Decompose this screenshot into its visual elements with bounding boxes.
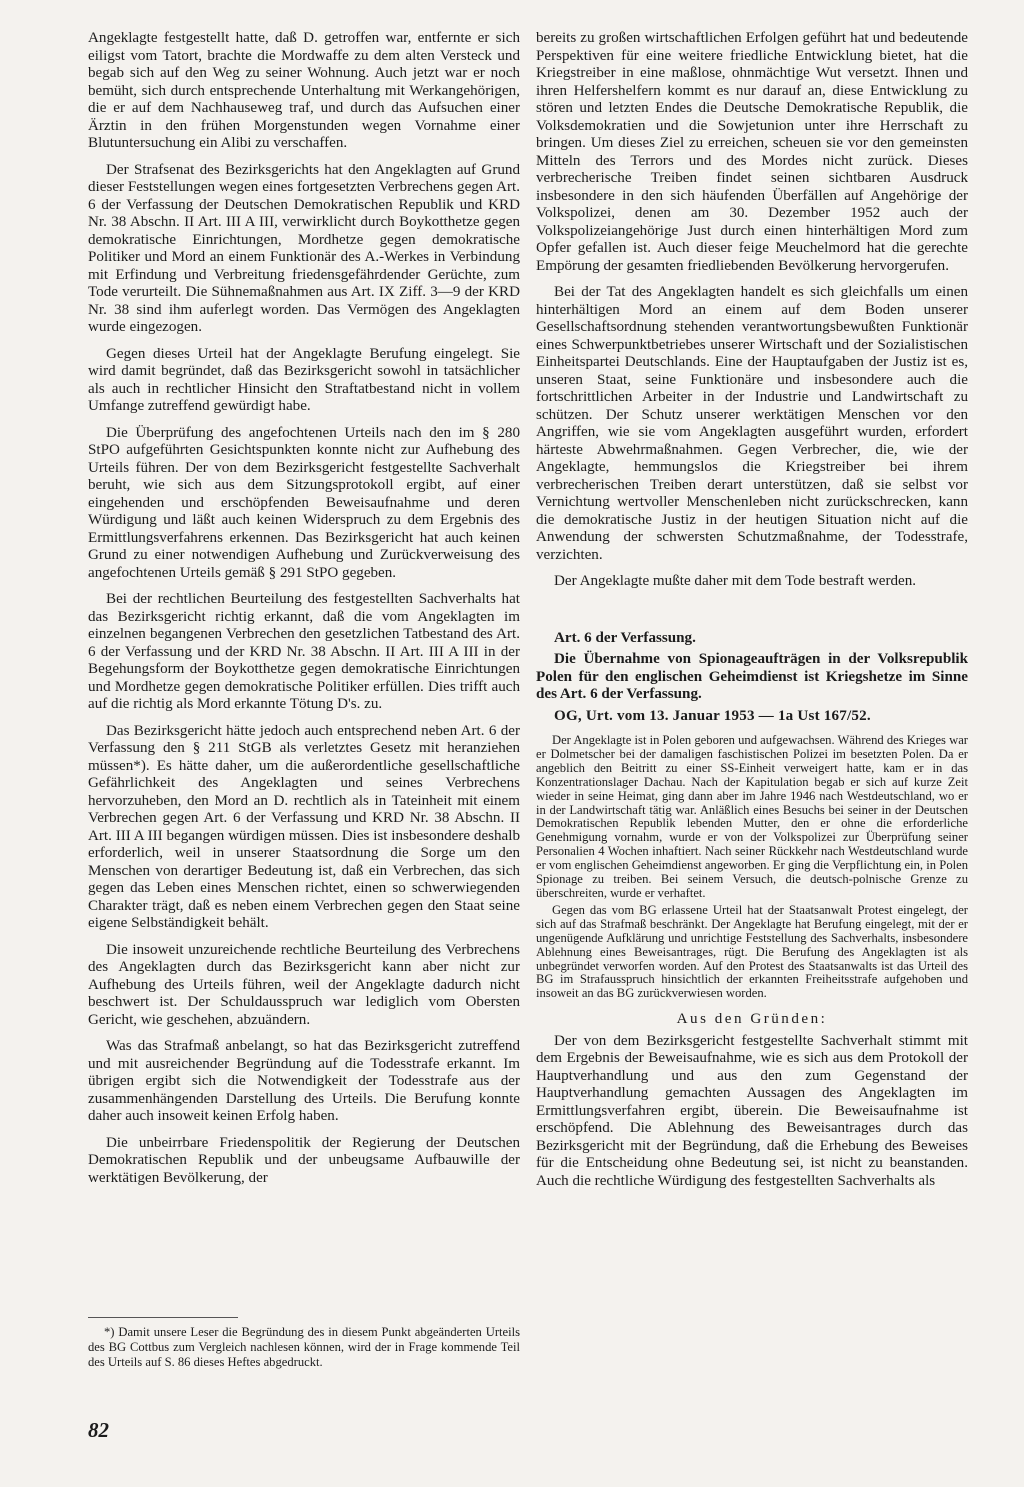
body-paragraph: Die unbeirrbare Friedenspolitik der Regierung der Deutschen Demokratischen Republik und der unbeugsame Aufbauwille der werktätigen Bevölkerung, der [88,1134,520,1186]
body-paragraph: Der Strafsenat des Bezirksgerichts hat den Angeklagten auf Grund dieser Feststellungen wegen eines fortgesetzten Verbrechens gegen Art. 6 der Verfassung der Deutschen Demokratischen Republik und KRD Nr. 38 Abschn. II Art. III A III, verwirklicht durch Boykotthetze gegen demokratische Einrichtungen, Mordhetze gegen demokratische Politiker und Mord an einem Funktionär des A.-Werkes in Verbindung mit Erfindung und Verbreitung friedensgefährdender Gerüchte, zum Tode verurteilt. Die Sühnemaßnahmen aus Art. IX Ziff. 3—9 der KRD Nr. 38 sind ihm auferlegt worden. Das Vermögen des Angeklagten wurde eingezogen. [88,161,520,335]
case-heading: Art. 6 der Verfassung. [554,629,696,646]
footnote-divider [88,1317,238,1318]
case-reference: OG, Urt. vom 13. Januar 1953 — 1a Ust 167/52. [554,707,871,724]
body-paragraph: Die insoweit unzureichende rechtliche Beurteilung des Verbrechens des Angeklagten durch das Bezirksgericht kann aber nicht zur Aufhebung des Urteils führen, weil der Angeklagte dadurch nicht beschwert ist. Der Schuldausspruch war lediglich vom Obersten Gericht, wie geschehen, abzuändern. [88,941,520,1028]
summary-paragraph: Gegen das vom BG erlassene Urteil hat der Staatsanwalt Protest eingelegt, der sich auf das Strafmaß beschränkt. Der Angeklagte hat Berufung eingelegt, mit der er ungenügende Aufklärung und unrichtige Feststellung des Sachverhalts, insbesondere Ablehnung eines Beweisantrages, rügt. Die Berufung des Angeklagten ist als unbegründet verworfen worden. Auf den Protest des Staatsanwalts ist das Urteil des BG im Strafausspruch hinsichtlich der erkannten Freiheitsstrafe aufgehoben und insoweit an das BG zurückverwiesen worden. [536,902,968,1001]
body-paragraph: bereits zu großen wirtschaftlichen Erfolgen geführt hat und bedeutende Perspektiven für eine weitere friedliche Entwicklung bietet, hat die Kriegstreiber in eine maßlose, ohnmächtige Wut versetzt. Ihnen und ihren Helfershelfern kommt es nur darauf an, diese Entwicklung zu stören und letzten Endes die Deutsche Demokratische Republik, die Volksdemokratien und die Sowjetunion unter ihre Herrschaft zu bringen. Um dieses Ziel zu erreichen, scheuen sie vor den gemeinsten Mitteln des Terrors und des Mordes nicht zurück. Dieses verbrecherische Treiben findet seinen sichtbaren Ausdruck insbesondere in den sich häufenden Überfällen auf Angehörige der Volkspolizei, denen am 30. Dezember 1952 auch der Volkspolizeiangehörige Just durch einen hinterhältigen Mord zum Opfer gefallen ist. Auch dieser feige Meuchelmord hat die gerechte Empörung der gesamten friedliebenden Bevölkerung hervorgerufen. [536,30,968,274]
grounds-heading: Aus den Gründen: [676,1011,828,1028]
body-paragraph: Der Angeklagte mußte daher mit dem Tode bestraft werden. [554,573,917,589]
left-column [88,30,520,1196]
body-paragraph: Angeklagte festgestellt hatte, daß D. getroffen war, entfernte er sich eiligst vom Tatort, brachte die Mordwaffe zu dem alten Versteck und begab sich auf den Weg zu seiner Wohnung. Auch jetzt war er noch bemüht, sich durch entsprechende Unterhaltung mit Werkangehörigen, die er auf dem Nachhauseweg traf, und durch das Aufsuchen einer Ärztin in den frühen Morgenstunden wegen Vornahme einer Blutuntersuchung ein Alibi zu verschaffen. [88,30,520,151]
body-paragraph: Bei der Tat des Angeklagten handelt es sich gleichfalls um einen hinterhältigen Mord an einem auf dem Boden unserer Gesellschaftsordnung stehenden verantwortungsbewußten Funktionär eines Schwerpunktbetriebes unserer Wirtschaft und der Sozialistischen Einheitspartei Deutschlands. Eine der Hauptaufgaben der Justiz ist es, unseren Staat, seine Funktionäre und insbesondere auch die fortschrittlichen Arbeiter in der Industrie und Landwirtschaft zu schützen. Der Schutz unserer werktätigen Menschen vor den Angriffen, wie sie vom Angeklagten ausgeführt wurden, erfordert härteste Abwehrmaßnahmen. Gegen Verbrecher, die, wie der Angeklagte, hemmungslos die Kriegstreiber bei ihrem verbrecherischen Treiben derart unterstützen, daß sie selbst vor Vernichtung wertvoller Menschenleben nicht zurückschrecken, kann die demokratische Justiz in der heutigen Situation nicht auf die Anwendung der schwersten Schutzmaßnahme, der Todesstrafe, verzichten. [536,284,968,563]
summary-paragraph: Der Angeklagte ist in Polen geboren und aufgewachsen. Während des Krieges war er Dolmetscher bei der damaligen faschistischen Polizei im besetzten Polen. Da er angeblich den Beitritt zu einer SS-Einheit verweigert hatte, kam er in das Konzentrationslager Dachau. Nach der Kapitulation begab er sich auf kurze Zeit wieder in seine Heimat, ging dann aber im Jahre 1946 nach Westdeutschland, wo er in der Landwirtschaft tätig war. Anläßlich eines Besuchs bei seiner in der Deutschen Demokratischen Republik lebenden Mutter, den er ohne die erforderliche Genehmigung vornahm, wurde er von der Volkspolizei zur Überprüfung seiner Personalien 4 Wochen inhaftiert. Nach seiner Rückkehr nach Westdeutschland wurde er vom englischen Geheimdienst angeworben. Er ging die Verpflichtung ein, in Polen Spionage zu treiben. Bei seinem Versuch, die deutsch-polnische Grenze zu überschreiten, wurde er verhaftet. [536,733,968,900]
body-paragraph: Der von dem Bezirksgericht festgestellte Sachverhalt stimmt mit dem Ergebnis der Beweisaufnahme, wie es sich aus dem Protokoll der Hauptverhandlung und aus den zum Gegenstand der Hauptverhandlung gemachten Aussagen des Angeklagten im Ermittlungsverfahren ergibt, überein. Die Beweisaufnahme ist erschöpfend. Die Ablehnung des Beweisantrages durch das Bezirksgericht mit der Begründung, daß die Erhebung des Beweises für die Entscheidung ohne Bedeutung sei, ist nicht zu beanstanden. Auch die rechtliche Würdigung des festgestellten Sachverhalts als [536,1032,968,1189]
case-lead: Die Übernahme von Spionageaufträgen in der Volksrepublik Polen für den englischen Geheimdienst ist Kriegshetze im Sinne des Art. 6 der Verfassung. [536,651,968,702]
body-paragraph: Bei der rechtlichen Beurteilung des festgestellten Sachverhalts hat das Bezirksgericht richtig erkannt, daß die vom Angeklagten im einzelnen begangenen Verbrechen den gesetzlichen Tatbestand des Art. 6 der Verfassung und der KRD Nr. 38 Abschn. II Art. III A III in der Begehungsform der Boykotthetze gegen demokratische Einrichtungen und Mordhetze gegen demokratische Politiker erfüllen. Dies trifft auch auf die richtig als Mord erkannte Tötung D's. zu. [88,591,520,712]
right-column [536,30,968,1199]
page-number: 82 [88,1418,109,1442]
body-paragraph: Das Bezirksgericht hätte jedoch auch entsprechend neben Art. 6 der Verfassung den § 211 StGB als verletztes Gesetz mit heranziehen müssen*). Es hätte daher, um die außerordentliche gesellschaftliche Gefährlichkeit des Angeklagten und seines Verbrechens hervorzuheben, den Mord an D. rechtlich als in Tateinheit mit einem Verbrechen gegen Art. 6 der Verfassung und KRD Nr. 38 Abschn. II Art. III A III begangen würdigen müssen. Dies ist insbesondere deshalb erforderlich, weil in unserer Staatsordnung die Sorge um den Menschen von derartiger Bedeutung ist, daß ein Verbrechen, das sich gegen das Leben eines Menschen richtet, einen so schwerwiegenden Charakter trägt, daß es neben einem Verbrechen gegen den Staat seine eigene Selbständigkeit behält. [88,722,520,931]
section-spacer [536,600,968,630]
body-paragraph: Gegen dieses Urteil hat der Angeklagte Berufung eingelegt. Sie wird damit begründet, daß das Bezirksgericht sowohl in tatsächlicher als auch in rechtlicher Hinsicht den Straftatbestand nicht in vollem Umfange zutreffend gewürdigt habe. [88,345,520,414]
body-paragraph: Die Überprüfung des angefochtenen Urteils nach den im § 280 StPO aufgeführten Gesichtspunkten konnte nicht zur Aufhebung des Urteils führen. Der von dem Bezirksgericht festgestellte Sachverhalt beruht, wie sich aus dem Sitzungsprotokoll ergibt, auf einer eingehenden und erschöpfenden Beweisaufnahme und deren Würdigung und läßt auch keinen Widerspruch zu dem Ergebnis des Ermittlungsverfahrens erkennen. Das Bezirksgericht hat auch keinen Grund zu einer notwendigen Aufhebung und Zurückverweisung des angefochtenen Urteils gemäß § 291 StPO gegeben. [88,424,520,581]
case-summary [536,734,968,1001]
footnote: *) Damit unsere Leser die Begründung des in diesem Punkt abgeänderten Urteils des BG Cottbus zum Vergleich nachlesen können, wird der in Frage kommende Teil des Urteils auf S. 86 dieses Heftes abgedruckt. [88,1325,520,1369]
body-paragraph: Was das Strafmaß anbelangt, so hat das Bezirksgericht zutreffend und mit ausreichender Begründung auf die Todesstrafe erkannt. Im übrigen ergibt sich die Notwendigkeit der Todesstrafe aus der zusammenhängenden Darstellung des Urteils. Die Berufung konnte daher auch insoweit keinen Erfolg haben. [88,1038,520,1124]
